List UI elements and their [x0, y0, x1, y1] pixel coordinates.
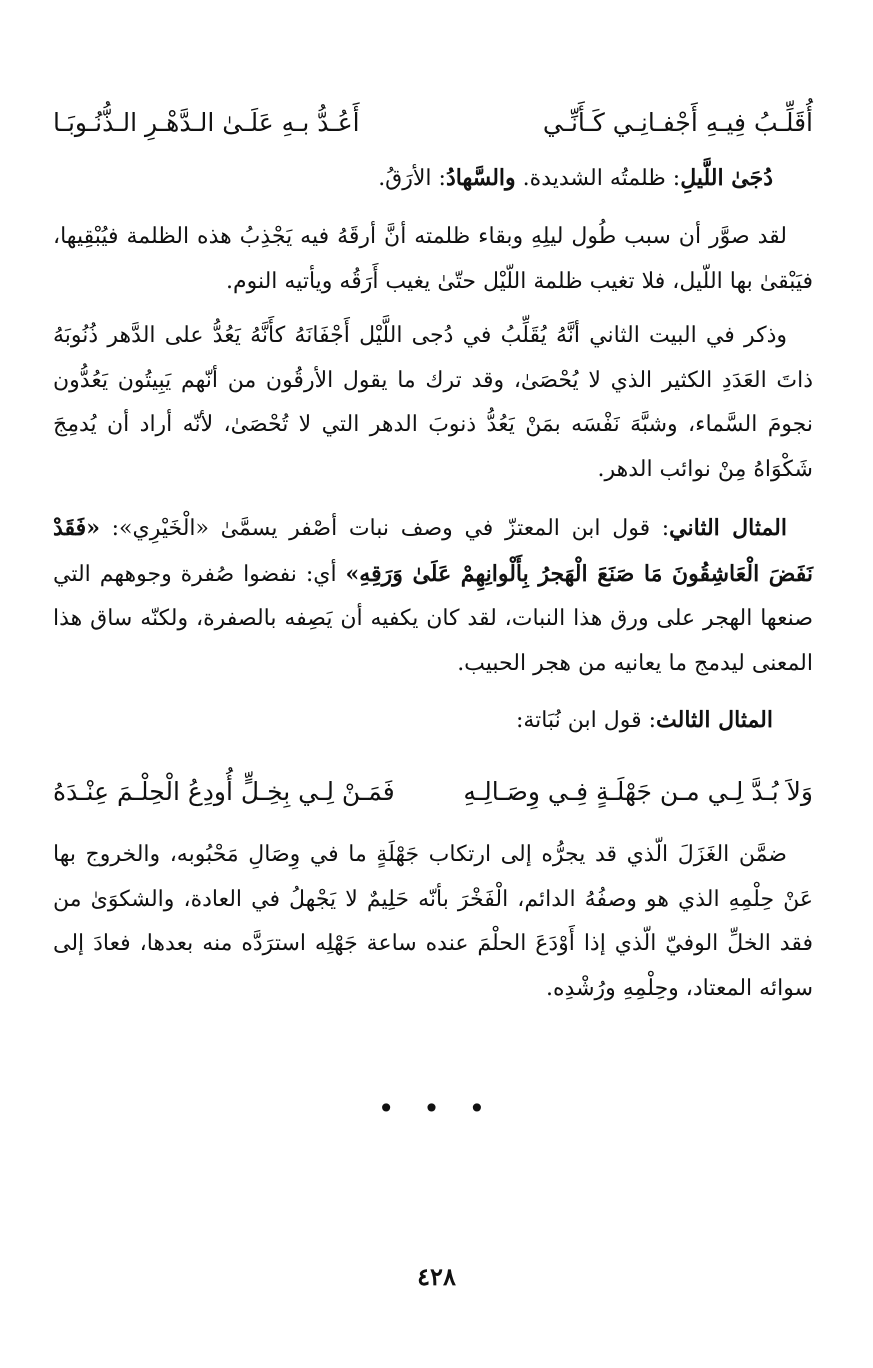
- section-end-ornament: • • •: [377, 1092, 496, 1125]
- gloss-term-suhad: والسَّهادُ: [445, 165, 516, 191]
- verse-1-second-hemistich: أَعُـدُّ بـهِ عَلَـىٰ الـدَّهْـرِ الـذُّنُـوبَـا: [53, 108, 360, 137]
- example-three-intro: : قول ابن نُبَاتة:: [515, 708, 657, 733]
- example-two-explanation: أي: نفضوا صُفرة وجوههم التي صنعها الهجر على ورق هذا النبات، لقد كان يكفيه أن يَصِفه بالصفرة، ولكنّه ساق هذا المعنى ليدمج ما يعانيه من هجر الحبيب.: [53, 561, 813, 676]
- example-two-paragraph: [53, 506, 813, 686]
- page-content: [53, 98, 813, 1011]
- verse-1-first-hemistich: أُقَلِّـبُ فِيـهِ أَجْفـانِـي كَـأَنِّـي: [542, 108, 813, 137]
- example-two-label: المثال الثاني: [669, 515, 787, 541]
- gloss-term-duja: دُجَىٰ اللَّيلِ: [680, 165, 773, 191]
- example-three-label: المثال الثالث: [656, 707, 773, 733]
- paragraph-explanation-1: لقد صوَّر أن سبب طُول ليلِهِ وبقاء ظلمته أنَّ أرقَهُ فيه يَجْذِبُ هذه الظلمة فيُبْقِيها، فيَبْقىٰ بها اللّيل، فلا تغيب ظلمة اللّيْل حتّىٰ يغيب أَرَقُه ويأتيه النوم.: [53, 224, 813, 294]
- verse-2-first-hemistich: وَلاَ بُـدَّ لِـي مـن جَهْلَـةٍ فِـي وِصَـالِـهِ: [463, 777, 813, 806]
- poem-verse-1: [53, 98, 813, 154]
- example-two-intro: : قول ابن المعتزّ في وصف نبات أصْفر يسمَّىٰ «الْخَيْرِي»:: [111, 516, 670, 541]
- verse-glossary: [53, 154, 813, 203]
- example-three-heading: [53, 696, 813, 745]
- gloss-definition-duja: : ظلمتُه الشديدة.: [522, 166, 681, 191]
- paragraph-explanation-3: ضمَّن الغَزَلَ الّذي قد يجرُّه إلى ارتكاب جَهْلَةٍ ما في وِصَالِ مَحْبُوبه، والخروج بها عَنْ حِلْمِهِ الذي هو وصفُهُ الدائم، الْفَخْرَ بأنّه حَلِيمٌ لا يَجْهلُ في العادة، والشكوَىٰ من فقد الخلِّ الوفيّ الّذي إذا أَوْدَعَ الحلْمَ عنده ساعة جَهْلِه استرَدَّه منه بعدها، فعادَ إلى سوائه المعتاد، وحِلْمِهِ ورُشْدِه.: [53, 842, 813, 1001]
- verse-2-second-hemistich: فَمَـنْ لِـي بِخِـلٍّ أُودِعُ الْحِلْـمَ عِنْـدَهُ: [53, 777, 395, 806]
- page-number: ٤٢٨: [417, 1262, 456, 1291]
- gloss-definition-suhad: : الأرَقُ.: [378, 166, 446, 191]
- example-two-quote: «فَقَدْ نَفَضَ الْعَاشِقُونَ مَا صَنَعَ الْهَجرُ بِأَلْوانِهِمْ عَلَىٰ وَرَقِهِ»: [53, 515, 813, 587]
- paragraph-explanation-2: وذكر في البيت الثاني أنَّهُ يُقَلِّبُ في دُجى اللَّيْل أَجْفَانَهُ كأَنَّهُ يَعُدُّ على الدَّهر ذُنُوبَهُ ذاتَ العَدَدِ الكثير الذي لا يُحْصَىٰ، وقد ترك ما يقول الأرقُون من أنّهم يَبِيتُون يَعُدُّون نجومَ السَّماء، وشبَّهَ نَفْسَه بمَنْ يَعُدُّ ذنوبَ الدهر التي لا تُحْصَىٰ، لأنّه أراد أن يُدمِجَ شَكْوَاهُ مِنْ نوائب الدهر.: [53, 323, 813, 482]
- poem-verse-2: [53, 767, 813, 823]
